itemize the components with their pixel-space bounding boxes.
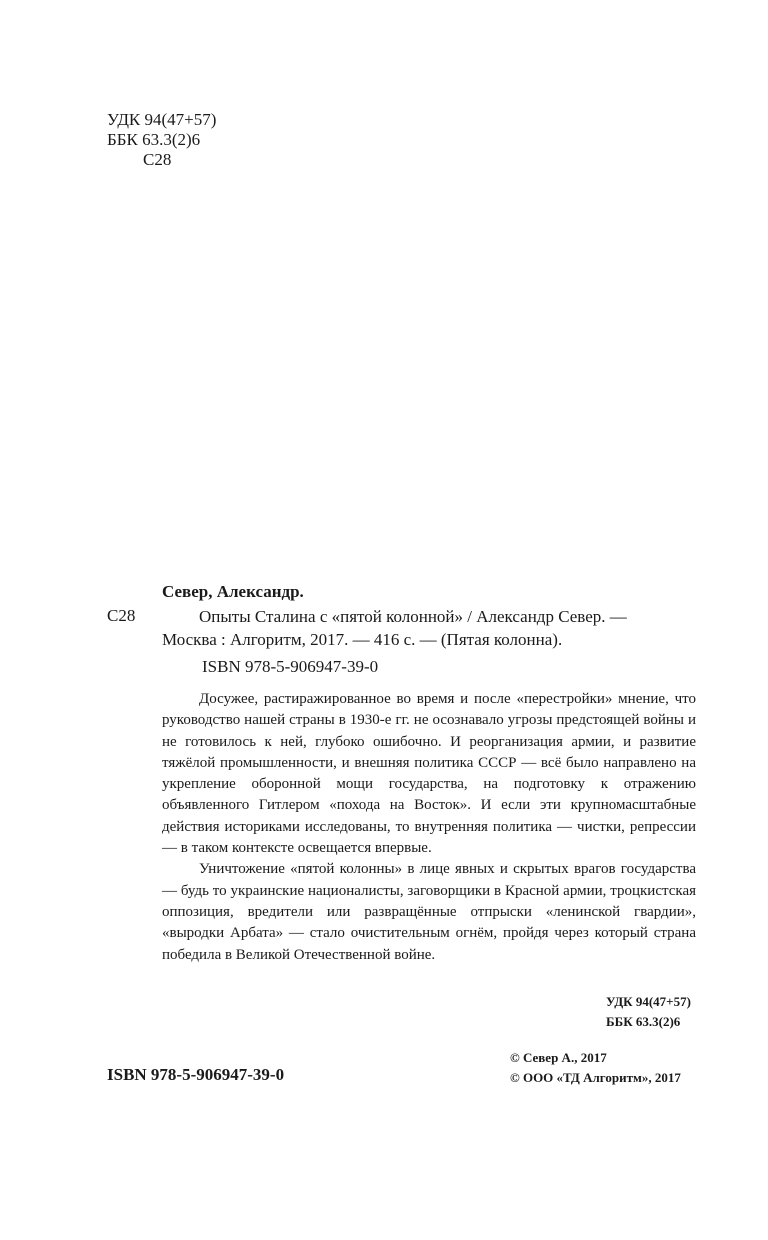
isbn-bold: ISBN 978-5-906947-39-0	[107, 1065, 285, 1084]
catalog-title-line1	[162, 605, 696, 628]
annotation-paragraph-2: Уничтожение «пятой колонны» в лице явных и скрытых врагов государства — будь то украинские националисты, заговорщики в Красной армии, троцкистская оппозиция, вредители или развращённые отпрыски «ленинской гвардии», «выродки Арбата» — стало очистительным огнём, пройдя через который страна победила в Великой Отечественной войне.	[162, 861, 696, 963]
copyright-author: © Север А., 2017	[510, 1050, 607, 1065]
udk-code-top: УДК 94(47+57)	[107, 110, 217, 129]
author-sign-top: С28	[143, 150, 172, 169]
copyright-publisher: © ООО «ТД Алгоритм», 2017	[510, 1070, 681, 1085]
catalog-isbn: ISBN 978-5-906947-39-0	[202, 657, 379, 676]
catalog-title-text1: Опыты Сталина с «пятой колонной» / Александр Север. —	[199, 607, 627, 626]
annotation	[162, 689, 696, 966]
annotation-paragraph-1: Досужее, растиражированное во время и после «перестройки» мнение, что руководство нашей страны в 1930-е гг. не осознавало угрозы предстоящей войны и не готовилось к ней, глубоко ошибочно. И реорганизация армии, и развитие тяжёлой промышленности, и внешняя политика СССР — всё было направлено на укрепление оборонной мощи государства, на подготовку к отражению объявленного Гитлером «похода на Восток». И если эти крупномасштабные действия историками исследованы, то внутренняя политика — чистки, репрессии — в таком контексте освещается впервые.	[162, 691, 696, 857]
bbk-code-top: ББК 63.3(2)6	[107, 130, 201, 149]
bbk-code-bottom: ББК 63.3(2)6	[606, 1014, 681, 1029]
catalog-author: Север, Александр.	[162, 582, 304, 601]
udk-code-bottom: УДК 94(47+57)	[606, 994, 691, 1009]
catalog-title-line2: Москва : Алгоритм, 2017. — 416 с. — (Пятая колонна).	[162, 630, 563, 649]
catalog-sign: С28	[107, 606, 136, 625]
